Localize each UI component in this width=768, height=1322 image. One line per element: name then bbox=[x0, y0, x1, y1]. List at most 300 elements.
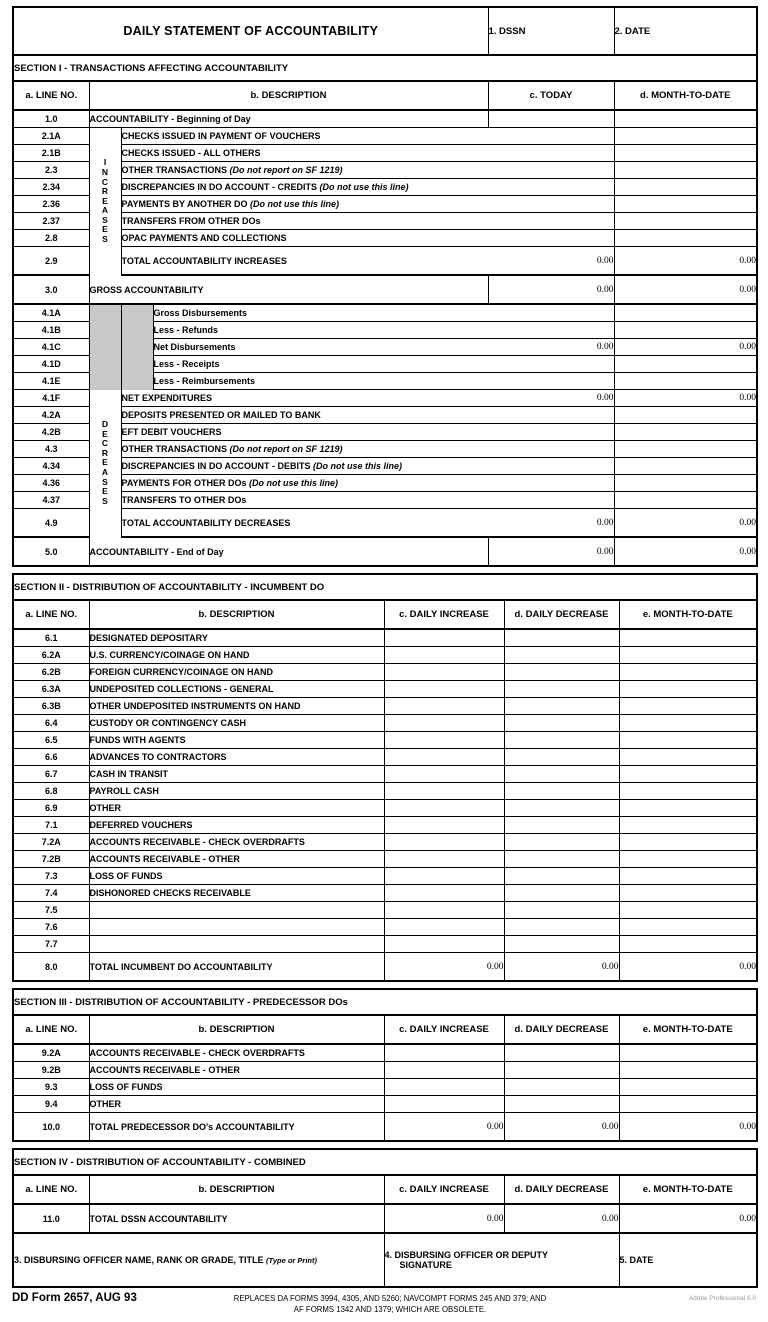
value-mtd[interactable] bbox=[619, 732, 757, 749]
value-daily-decrease[interactable] bbox=[504, 647, 619, 664]
line-no: 9.4 bbox=[13, 1096, 89, 1113]
table-row bbox=[13, 1079, 757, 1096]
signature-date-field[interactable] bbox=[619, 1233, 757, 1287]
value-daily-decrease[interactable] bbox=[504, 902, 619, 919]
desc-note: (Do not report on SF 1219) bbox=[229, 444, 343, 454]
line-description: U.S. CURRENCY/COINAGE ON HAND bbox=[89, 647, 384, 664]
value-daily-increase[interactable] bbox=[384, 1062, 504, 1079]
line-description: Less - Refunds bbox=[153, 322, 488, 339]
value-mtd[interactable] bbox=[619, 698, 757, 715]
line-description: TOTAL PREDECESSOR DO's ACCOUNTABILITY bbox=[89, 1113, 384, 1142]
header-row bbox=[13, 7, 757, 55]
value-mtd[interactable]: 0.00 bbox=[619, 1204, 757, 1233]
value-daily-increase[interactable] bbox=[384, 749, 504, 766]
line-no: 4.1A bbox=[13, 304, 89, 322]
line-description: DEFERRED VOUCHERS bbox=[89, 817, 384, 834]
value-today[interactable] bbox=[488, 441, 614, 458]
table-row bbox=[13, 664, 757, 681]
value-daily-increase[interactable] bbox=[384, 647, 504, 664]
line-no: 4.1C bbox=[13, 339, 89, 356]
line-description: PAYROLL CASH bbox=[89, 783, 384, 800]
col-head-daily-increase: c. DAILY INCREASE bbox=[384, 1175, 504, 1204]
value-today[interactable] bbox=[488, 304, 614, 322]
line-description: LOSS OF FUNDS bbox=[89, 868, 384, 885]
line-no: 9.3 bbox=[13, 1079, 89, 1096]
value-today[interactable] bbox=[488, 424, 614, 441]
col-head-lineno: a. LINE NO. bbox=[13, 81, 89, 110]
value-mtd[interactable]: 0.00 bbox=[619, 953, 757, 982]
disbursing-officer-name-field[interactable] bbox=[13, 1233, 384, 1287]
section-4-bar-row bbox=[13, 1149, 757, 1175]
table-row bbox=[13, 128, 757, 145]
value-daily-increase[interactable] bbox=[384, 936, 504, 953]
value-mtd[interactable] bbox=[614, 213, 757, 230]
table-row-total bbox=[13, 275, 757, 304]
line-description bbox=[121, 162, 488, 179]
line-description: OPAC PAYMENTS AND COLLECTIONS bbox=[121, 230, 488, 247]
value-daily-increase[interactable] bbox=[384, 800, 504, 817]
desc-main: PAYMENTS FOR OTHER DOs bbox=[121, 478, 247, 488]
value-daily-increase[interactable] bbox=[384, 1044, 504, 1062]
value-today[interactable]: 0.00 bbox=[488, 275, 614, 304]
line-description: CUSTODY OR CONTINGENCY CASH bbox=[89, 715, 384, 732]
value-daily-decrease[interactable] bbox=[504, 868, 619, 885]
value-daily-decrease[interactable] bbox=[504, 1079, 619, 1096]
table-row-total bbox=[13, 247, 757, 276]
value-today[interactable] bbox=[488, 475, 614, 492]
value-mtd[interactable] bbox=[619, 1079, 757, 1096]
line-no: 4.37 bbox=[13, 492, 89, 509]
value-mtd[interactable] bbox=[619, 834, 757, 851]
line-no: 6.8 bbox=[13, 783, 89, 800]
value-daily-decrease[interactable] bbox=[504, 681, 619, 698]
value-daily-decrease[interactable]: 0.00 bbox=[504, 1204, 619, 1233]
value-mtd[interactable] bbox=[614, 322, 757, 339]
value-daily-decrease[interactable] bbox=[504, 766, 619, 783]
value-today[interactable] bbox=[488, 230, 614, 247]
line-description: TOTAL ACCOUNTABILITY DECREASES bbox=[121, 509, 488, 538]
table-row bbox=[13, 902, 757, 919]
table-row bbox=[13, 492, 757, 509]
disbursing-officer-signature-field[interactable] bbox=[384, 1233, 619, 1287]
line-description: TRANSFERS FROM OTHER DOs bbox=[121, 213, 488, 230]
value-daily-decrease[interactable] bbox=[504, 732, 619, 749]
line-no: 6.2B bbox=[13, 664, 89, 681]
col-head-lineno: a. LINE NO. bbox=[13, 1015, 89, 1044]
table-row bbox=[13, 1062, 757, 1079]
value-daily-increase[interactable] bbox=[384, 681, 504, 698]
value-daily-decrease[interactable] bbox=[504, 629, 619, 647]
value-mtd[interactable] bbox=[614, 373, 757, 390]
line-no: 2.3 bbox=[13, 162, 89, 179]
pdf-producer-mark: Adobe Professional 6.0 bbox=[688, 1295, 756, 1302]
section-3-rows bbox=[13, 1044, 757, 1141]
table-row bbox=[13, 424, 757, 441]
value-today[interactable] bbox=[488, 162, 614, 179]
desc-note: (Do not use this line) bbox=[313, 461, 403, 471]
value-mtd[interactable] bbox=[619, 851, 757, 868]
table-row bbox=[13, 698, 757, 715]
value-daily-decrease[interactable] bbox=[504, 834, 619, 851]
value-mtd[interactable] bbox=[614, 356, 757, 373]
line-no: 7.3 bbox=[13, 868, 89, 885]
desc-main: PAYMENTS BY ANOTHER DO bbox=[121, 199, 248, 209]
line-no: 2.36 bbox=[13, 196, 89, 213]
line-no: 4.9 bbox=[13, 509, 89, 538]
value-today[interactable]: 0.00 bbox=[488, 390, 614, 407]
value-mtd[interactable] bbox=[614, 492, 757, 509]
value-daily-decrease[interactable] bbox=[504, 1096, 619, 1113]
value-today[interactable] bbox=[488, 322, 614, 339]
line-no: 4.1F bbox=[13, 390, 89, 407]
line-no: 2.37 bbox=[13, 213, 89, 230]
replaces-note bbox=[180, 1293, 600, 1315]
form-header-table bbox=[12, 6, 758, 56]
value-today[interactable] bbox=[488, 492, 614, 509]
line-no: 4.1D bbox=[13, 356, 89, 373]
value-mtd[interactable] bbox=[619, 681, 757, 698]
signature-label-line2: SIGNATURE bbox=[399, 1260, 452, 1270]
col-head-today: c. TODAY bbox=[488, 81, 614, 110]
value-today[interactable]: 0.00 bbox=[488, 537, 614, 566]
line-description: OTHER UNDEPOSITED INSTRUMENTS ON HAND bbox=[89, 698, 384, 715]
line-no: 3.0 bbox=[13, 275, 89, 304]
line-description bbox=[89, 936, 384, 953]
value-mtd[interactable] bbox=[619, 647, 757, 664]
value-mtd[interactable] bbox=[614, 304, 757, 322]
value-mtd[interactable] bbox=[619, 664, 757, 681]
value-mtd[interactable]: 0.00 bbox=[619, 1113, 757, 1142]
value-daily-increase[interactable] bbox=[384, 1079, 504, 1096]
table-row-total bbox=[13, 1204, 757, 1233]
value-daily-increase[interactable] bbox=[384, 885, 504, 902]
line-description: DISHONORED CHECKS RECEIVABLE bbox=[89, 885, 384, 902]
value-daily-decrease[interactable] bbox=[504, 936, 619, 953]
value-mtd[interactable] bbox=[619, 919, 757, 936]
line-no: 9.2B bbox=[13, 1062, 89, 1079]
value-today[interactable] bbox=[488, 373, 614, 390]
value-today[interactable] bbox=[488, 128, 614, 145]
dssn-field[interactable] bbox=[488, 7, 614, 55]
table-row bbox=[13, 800, 757, 817]
line-description: TRANSFERS TO OTHER DOs bbox=[121, 492, 488, 509]
value-mtd[interactable] bbox=[619, 885, 757, 902]
line-no: 2.1B bbox=[13, 145, 89, 162]
line-description bbox=[121, 458, 488, 475]
line-no: 7.4 bbox=[13, 885, 89, 902]
value-daily-decrease[interactable] bbox=[504, 919, 619, 936]
table-row bbox=[13, 179, 757, 196]
value-mtd[interactable] bbox=[619, 1062, 757, 1079]
dssn-label: 1. DSSN bbox=[488, 25, 526, 37]
date-field[interactable] bbox=[614, 7, 757, 55]
line-no: 7.6 bbox=[13, 919, 89, 936]
value-daily-increase[interactable] bbox=[384, 629, 504, 647]
line-no: 2.34 bbox=[13, 179, 89, 196]
value-mtd[interactable] bbox=[619, 629, 757, 647]
table-row bbox=[13, 766, 757, 783]
line-no: 8.0 bbox=[13, 953, 89, 982]
value-daily-increase[interactable] bbox=[384, 664, 504, 681]
value-today[interactable] bbox=[488, 179, 614, 196]
table-row bbox=[13, 868, 757, 885]
shaded-block-right bbox=[121, 304, 153, 390]
value-today[interactable]: 0.00 bbox=[488, 339, 614, 356]
value-today[interactable] bbox=[488, 213, 614, 230]
value-today[interactable]: 0.00 bbox=[488, 509, 614, 538]
value-mtd[interactable]: 0.00 bbox=[614, 390, 757, 407]
value-daily-increase[interactable] bbox=[384, 902, 504, 919]
col-head-mtd: e. MONTH-TO-DATE bbox=[619, 600, 757, 629]
value-daily-increase[interactable] bbox=[384, 698, 504, 715]
value-mtd[interactable] bbox=[619, 800, 757, 817]
col-head-description: b. DESCRIPTION bbox=[89, 81, 488, 110]
value-mtd[interactable]: 0.00 bbox=[614, 537, 757, 566]
line-no: 4.1B bbox=[13, 322, 89, 339]
line-description: FOREIGN CURRENCY/COINAGE ON HAND bbox=[89, 664, 384, 681]
line-description: ACCOUNTS RECEIVABLE - CHECK OVERDRAFTS bbox=[89, 834, 384, 851]
value-daily-decrease[interactable] bbox=[504, 698, 619, 715]
desc-main: OTHER TRANSACTIONS bbox=[121, 165, 227, 175]
line-no: 6.5 bbox=[13, 732, 89, 749]
value-mtd[interactable] bbox=[619, 868, 757, 885]
decreases-word: D E C R E A S E S bbox=[101, 419, 109, 506]
signature-block-row bbox=[13, 1233, 757, 1287]
col-head-daily-decrease: d. DAILY DECREASE bbox=[504, 1015, 619, 1044]
table-row bbox=[13, 681, 757, 698]
table-row bbox=[13, 304, 757, 322]
table-row bbox=[13, 458, 757, 475]
value-mtd[interactable] bbox=[614, 145, 757, 162]
line-description: ACCOUNTABILITY - End of Day bbox=[89, 537, 488, 566]
value-today[interactable] bbox=[488, 196, 614, 213]
line-no: 6.2A bbox=[13, 647, 89, 664]
value-daily-decrease[interactable] bbox=[504, 664, 619, 681]
table-row bbox=[13, 196, 757, 213]
replaces-line-2: AF FORMS 1342 AND 1379; WHICH ARE OBSOLETE. bbox=[293, 1305, 487, 1314]
value-mtd[interactable] bbox=[614, 196, 757, 213]
value-mtd[interactable] bbox=[614, 230, 757, 247]
value-mtd[interactable]: 0.00 bbox=[614, 339, 757, 356]
value-mtd[interactable] bbox=[614, 128, 757, 145]
section-2-rows bbox=[13, 629, 757, 981]
line-no: 11.0 bbox=[13, 1204, 89, 1233]
value-mtd[interactable] bbox=[619, 783, 757, 800]
line-description bbox=[121, 196, 488, 213]
section-2-table bbox=[12, 573, 758, 982]
value-daily-increase[interactable] bbox=[384, 851, 504, 868]
line-no: 6.3B bbox=[13, 698, 89, 715]
line-description bbox=[89, 902, 384, 919]
line-no: 1.0 bbox=[13, 110, 89, 128]
section-4-table bbox=[12, 1148, 758, 1288]
table-row bbox=[13, 441, 757, 458]
decreases-vertical-label bbox=[89, 390, 121, 538]
table-row bbox=[13, 475, 757, 492]
desc-main: OTHER TRANSACTIONS bbox=[121, 444, 227, 454]
table-row-total bbox=[13, 1113, 757, 1142]
desc-note: (Do not report on SF 1219) bbox=[229, 165, 343, 175]
col-head-description: b. DESCRIPTION bbox=[89, 1015, 384, 1044]
value-daily-increase[interactable]: 0.00 bbox=[384, 1113, 504, 1142]
line-description: LOSS OF FUNDS bbox=[89, 1079, 384, 1096]
value-mtd[interactable] bbox=[614, 441, 757, 458]
value-daily-decrease[interactable] bbox=[504, 1062, 619, 1079]
value-mtd[interactable] bbox=[619, 936, 757, 953]
value-daily-decrease[interactable] bbox=[504, 1044, 619, 1062]
value-daily-increase[interactable] bbox=[384, 783, 504, 800]
value-daily-decrease[interactable] bbox=[504, 749, 619, 766]
line-no: 4.34 bbox=[13, 458, 89, 475]
line-description: ACCOUNTS RECEIVABLE - OTHER bbox=[89, 851, 384, 868]
value-daily-increase[interactable] bbox=[384, 868, 504, 885]
line-no: 2.9 bbox=[13, 247, 89, 276]
line-no: 6.4 bbox=[13, 715, 89, 732]
value-mtd[interactable] bbox=[619, 902, 757, 919]
value-today[interactable] bbox=[488, 356, 614, 373]
line-no: 2.1A bbox=[13, 128, 89, 145]
line-description bbox=[121, 475, 488, 492]
table-row bbox=[13, 851, 757, 868]
table-row bbox=[13, 783, 757, 800]
replaces-line-1: REPLACES DA FORMS 3994, 4305, AND 5260; NAVCOMPT FORMS 245 AND 379; AND bbox=[233, 1294, 547, 1303]
value-mtd[interactable]: 0.00 bbox=[614, 275, 757, 304]
line-description: DESIGNATED DEPOSITARY bbox=[89, 629, 384, 647]
value-mtd[interactable]: 0.00 bbox=[614, 509, 757, 538]
col-head-description: b. DESCRIPTION bbox=[89, 600, 384, 629]
value-mtd[interactable] bbox=[614, 458, 757, 475]
table-row bbox=[13, 749, 757, 766]
line-no: 7.5 bbox=[13, 902, 89, 919]
value-mtd[interactable] bbox=[619, 817, 757, 834]
value-daily-decrease[interactable] bbox=[504, 783, 619, 800]
disbursing-officer-name-label: 3. DISBURSING OFFICER NAME, RANK OR GRADE, TITLE bbox=[14, 1255, 264, 1265]
table-row bbox=[13, 885, 757, 902]
value-daily-increase[interactable] bbox=[384, 919, 504, 936]
section-4-column-headers bbox=[13, 1175, 757, 1204]
col-head-daily-increase: c. DAILY INCREASE bbox=[384, 1015, 504, 1044]
value-today[interactable] bbox=[488, 407, 614, 424]
value-mtd[interactable]: 0.00 bbox=[614, 247, 757, 276]
line-description: DEPOSITS PRESENTED OR MAILED TO BANK bbox=[121, 407, 488, 424]
line-description: NET EXPENDITURES bbox=[121, 390, 488, 407]
value-daily-decrease[interactable] bbox=[504, 817, 619, 834]
value-daily-decrease[interactable] bbox=[504, 715, 619, 732]
line-description: CHECKS ISSUED - ALL OTHERS bbox=[121, 145, 488, 162]
value-mtd[interactable] bbox=[614, 475, 757, 492]
col-head-mtd: d. MONTH-TO-DATE bbox=[614, 81, 757, 110]
value-mtd[interactable] bbox=[614, 407, 757, 424]
col-head-lineno: a. LINE NO. bbox=[13, 1175, 89, 1204]
table-row bbox=[13, 1044, 757, 1062]
col-head-description: b. DESCRIPTION bbox=[89, 1175, 384, 1204]
line-description: OTHER bbox=[89, 1096, 384, 1113]
value-today[interactable] bbox=[488, 110, 614, 128]
value-daily-increase[interactable] bbox=[384, 766, 504, 783]
line-description: Gross Disbursements bbox=[153, 304, 488, 322]
value-mtd[interactable] bbox=[619, 749, 757, 766]
line-description: ADVANCES TO CONTRACTORS bbox=[89, 749, 384, 766]
value-daily-increase[interactable] bbox=[384, 715, 504, 732]
line-no: 7.7 bbox=[13, 936, 89, 953]
value-mtd[interactable] bbox=[619, 715, 757, 732]
value-daily-increase[interactable]: 0.00 bbox=[384, 1204, 504, 1233]
value-daily-decrease[interactable] bbox=[504, 800, 619, 817]
line-no: 7.2A bbox=[13, 834, 89, 851]
table-row-total bbox=[13, 953, 757, 982]
increases-vertical-label bbox=[89, 128, 121, 276]
line-description: OTHER bbox=[89, 800, 384, 817]
date-label: 2. DATE bbox=[614, 25, 651, 37]
section-2-bar-row bbox=[13, 574, 757, 600]
value-today[interactable] bbox=[488, 145, 614, 162]
line-description: TOTAL ACCOUNTABILITY INCREASES bbox=[121, 247, 488, 276]
value-daily-increase[interactable] bbox=[384, 834, 504, 851]
value-daily-increase[interactable] bbox=[384, 817, 504, 834]
line-description: FUNDS WITH AGENTS bbox=[89, 732, 384, 749]
table-row bbox=[13, 230, 757, 247]
section-1-bar-row bbox=[13, 56, 757, 81]
value-mtd[interactable] bbox=[614, 162, 757, 179]
value-daily-increase[interactable] bbox=[384, 1096, 504, 1113]
line-description: Less - Reimbursements bbox=[153, 373, 488, 390]
col-head-daily-decrease: d. DAILY DECREASE bbox=[504, 1175, 619, 1204]
line-description: Less - Receipts bbox=[153, 356, 488, 373]
value-daily-decrease[interactable] bbox=[504, 885, 619, 902]
value-mtd[interactable] bbox=[614, 110, 757, 128]
value-mtd[interactable] bbox=[619, 1044, 757, 1062]
value-mtd[interactable] bbox=[619, 766, 757, 783]
value-daily-increase[interactable]: 0.00 bbox=[384, 953, 504, 982]
section-1-bar: SECTION I - TRANSACTIONS AFFECTING ACCOUNTABILITY bbox=[13, 56, 757, 81]
page-title: DAILY STATEMENT OF ACCOUNTABILITY bbox=[13, 7, 488, 55]
increases-word: I N C R E A S E S bbox=[101, 157, 109, 245]
section-4-bar: SECTION IV - DISTRIBUTION OF ACCOUNTABILITY - COMBINED bbox=[13, 1149, 757, 1175]
section-3-bar: SECTION III - DISTRIBUTION OF ACCOUNTABILITY - PREDECESSOR DOs bbox=[13, 989, 757, 1015]
section-2-bar: SECTION II - DISTRIBUTION OF ACCOUNTABILITY - INCUMBENT DO bbox=[13, 574, 757, 600]
line-description bbox=[121, 441, 488, 458]
value-mtd[interactable] bbox=[614, 179, 757, 196]
section-3-bar-row bbox=[13, 989, 757, 1015]
col-head-lineno: a. LINE NO. bbox=[13, 600, 89, 629]
value-daily-decrease[interactable] bbox=[504, 851, 619, 868]
line-no: 6.7 bbox=[13, 766, 89, 783]
value-mtd[interactable] bbox=[619, 1096, 757, 1113]
table-row bbox=[13, 936, 757, 953]
line-description: ACCOUNTABILITY - Beginning of Day bbox=[89, 110, 488, 128]
line-no: 6.3A bbox=[13, 681, 89, 698]
table-row-total bbox=[13, 537, 757, 566]
form-id: DD Form 2657, AUG 93 bbox=[12, 1292, 137, 1304]
value-today[interactable] bbox=[488, 458, 614, 475]
value-daily-decrease[interactable]: 0.00 bbox=[504, 953, 619, 982]
table-row bbox=[13, 834, 757, 851]
col-head-daily-increase: c. DAILY INCREASE bbox=[384, 600, 504, 629]
value-daily-increase[interactable] bbox=[384, 732, 504, 749]
value-mtd[interactable] bbox=[614, 424, 757, 441]
value-today[interactable]: 0.00 bbox=[488, 247, 614, 276]
form-footer bbox=[12, 1292, 756, 1322]
table-row bbox=[13, 817, 757, 834]
signature-label-line1: 4. DISBURSING OFFICER OR DEPUTY bbox=[384, 1250, 549, 1260]
value-daily-decrease[interactable]: 0.00 bbox=[504, 1113, 619, 1142]
line-no: 7.2B bbox=[13, 851, 89, 868]
line-description: Net Disbursements bbox=[153, 339, 488, 356]
line-description: UNDEPOSITED COLLECTIONS - GENERAL bbox=[89, 681, 384, 698]
line-no: 10.0 bbox=[13, 1113, 89, 1142]
line-no: 4.3 bbox=[13, 441, 89, 458]
line-no: 6.6 bbox=[13, 749, 89, 766]
